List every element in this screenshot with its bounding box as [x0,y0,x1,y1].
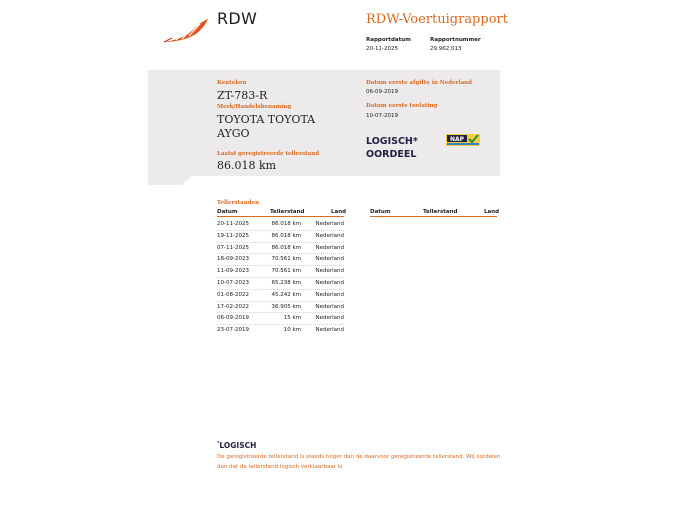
reading-date: 23-07-2019 [217,327,249,334]
table-row [217,219,344,231]
reading-odometer: 45.242 km [271,291,301,298]
reading-country: Nederland [315,279,344,286]
reading-country: Nederland [315,232,344,239]
footnote-title-text: LOGISCH [219,441,257,450]
table-row [217,243,344,255]
first-admission-date: 10-07-2019 [366,113,398,119]
reading-date: 20-11-2025 [217,221,249,227]
panel-tab-notch [176,176,192,185]
reading-date: 10-07-2023 [217,279,249,286]
table-header-rule-2 [370,216,497,217]
table-row [217,290,344,302]
reading-country: Nederland [315,303,344,310]
reading-date: 19-11-2025 [217,232,249,239]
reading-date: 17-02-2022 [217,303,249,310]
reading-odometer: 10 km [283,327,301,334]
first-issue-nl-date: 06-09-2019 [366,89,398,95]
table-row [217,266,344,278]
reading-country: Nederland [315,315,344,322]
col-header-country: Land [331,209,347,215]
table-row [217,313,344,325]
report-number-label: Rapportnummer [430,37,481,43]
readings-title: Tellerstanden [217,200,260,206]
reading-country: Nederland [315,291,344,298]
reading-country: Nederland [315,268,344,275]
make-line-2: AYGO [217,127,250,140]
reading-country: Nederland [315,256,344,263]
reading-date: 18-09-2023 [217,256,249,263]
verdict-badge [366,135,418,161]
col-header-country-2: Land [484,209,500,215]
reading-odometer: 70.561 km [271,256,301,263]
rdw-logo-icon [162,15,210,47]
plate-label: Kenteken [217,80,247,86]
odometer-label: Laatst geregistreerde tellerstand [217,151,320,157]
reading-date: 01-08-2022 [217,291,249,298]
col-header-date-2: Datum [370,209,391,215]
reading-date: 07-11-2025 [217,244,249,251]
reading-country: Nederland [315,327,344,334]
reading-odometer: 86.018 km [271,221,301,227]
report-number: 29.962.013 [430,46,462,52]
make-line-1: TOYOTA TOYOTA [217,113,316,126]
table-row [217,325,344,336]
report-date-label: Rapportdatum [366,37,411,43]
reading-date: 11-09-2023 [217,268,249,275]
license-plate: ZT-783-R [217,89,268,102]
readings-table-body [217,219,344,336]
report-date: 20-11-2025 [366,46,398,52]
reading-country: Nederland [315,221,344,227]
first-issue-nl-label: Datum eerste afgifte in Nederland [366,80,473,86]
make-label: Merk/Handelsbenaming [217,104,292,110]
verdict-line-2: OORDEEL [366,149,417,160]
col-header-odometer: Tellerstand [270,209,305,215]
reading-odometer: 70.561 km [271,268,301,275]
footnote-text: De geregistreerde tellerstand is steeds hoger dan de daarvoor geregistreerde tellerstand. Wij oordelen dan dat de tellerstand logisch verklaarbaar is. [217,454,501,470]
odometer-value: 86.018 km [217,159,277,172]
reading-date: 06-09-2019 [217,315,249,322]
first-admission-label: Datum eerste toelating [366,103,438,109]
brand-title: RDW [217,9,258,28]
reading-odometer: 65.238 km [271,279,301,286]
reading-odometer: 36.905 km [271,303,301,310]
table-row [217,254,344,266]
table-header-rule [217,216,344,217]
nap-logo-text: NAP [449,136,465,143]
nap-logo-icon [446,134,480,146]
report-title: RDW-Voertuigrapport [366,12,508,27]
verdict-line-1: LOGISCH* [366,136,418,147]
table-row [217,302,344,314]
reading-odometer: 86.018 km [271,232,301,239]
footnote-title [217,441,256,450]
table-row [217,231,344,243]
col-header-odometer-2: Tellerstand [423,209,458,215]
col-header-date: Datum [217,209,238,215]
footnote-star: * [217,441,220,447]
table-row [217,278,344,290]
reading-odometer: 15 km [283,315,301,322]
reading-country: Nederland [315,244,344,251]
reading-odometer: 86.018 km [271,244,301,251]
